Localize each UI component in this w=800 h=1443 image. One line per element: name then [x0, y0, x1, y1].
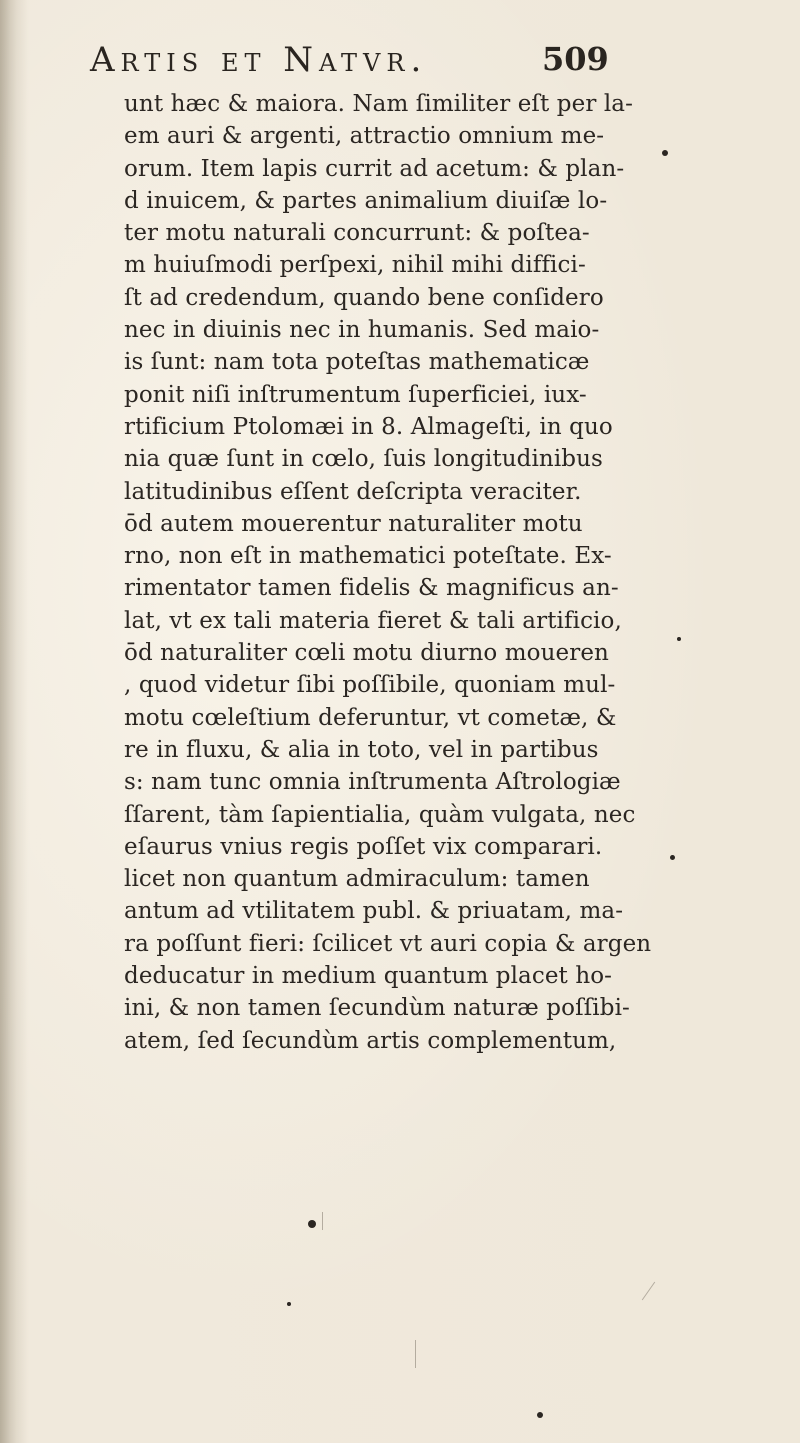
text-line: licet non quantum admiraculum: tamen	[124, 866, 590, 893]
page-number: 509	[542, 40, 609, 78]
text-line: motu cœleſtium deferuntur, vt cometæ, &	[124, 704, 617, 731]
ink-speck	[677, 637, 681, 641]
ink-speck	[670, 855, 675, 860]
text-line: m huiuſmodi perſpexi, nihil mihi diffici-	[124, 252, 586, 279]
text-line: lat, vt ex tali materia fieret & tali artificio,	[124, 607, 622, 634]
text-line: rimentator tamen fidelis & magnificus an-	[124, 575, 619, 602]
text-line: ōd autem mouerentur naturaliter motu	[124, 510, 583, 537]
text-line: rno, non eſt in mathematici poteſtate. Ex-	[124, 543, 612, 570]
text-line: eſaurus vnius regis poſſet vix comparari.	[124, 833, 603, 860]
text-line: re in fluxu, & alia in toto, vel in partibus	[124, 736, 599, 763]
page-header	[90, 40, 630, 90]
text-line: nec in diuinis nec in humanis. Sed maio-	[124, 317, 600, 344]
paper-scratch	[415, 1340, 416, 1368]
ink-speck	[662, 150, 668, 156]
text-line: ra poſſunt fieri: ſcilicet vt auri copia & argen	[124, 930, 652, 957]
text-line: deducatur in medium quantum placet ho-	[124, 963, 613, 990]
text-line: nia quæ ſunt in cœlo, ſuis longitudinibus	[124, 446, 603, 473]
ink-speck	[308, 1220, 316, 1228]
paper-scratch	[322, 1212, 323, 1230]
text-line: rtificium Ptolomæi in 8. Almageſti, in quo	[124, 413, 613, 440]
text-line: atem, ſed ſecundùm artis complementum,	[124, 1027, 617, 1054]
text-line: d inuicem, & partes animalium diuiſæ lo-	[124, 187, 608, 214]
ink-speck	[287, 1302, 291, 1306]
text-line: ponit niſi inſtrumentum ſuperficiei, iux-	[124, 381, 587, 408]
ink-speck	[537, 1412, 543, 1418]
binding-gutter	[0, 0, 28, 1443]
text-line: ſt ad credendum, quando bene conſidero	[124, 284, 604, 311]
paper-scratch	[642, 1282, 655, 1301]
text-line: is ſunt: nam tota poteſtas mathematicæ	[124, 349, 590, 376]
text-line: ter motu naturali concurrunt: & poſtea-	[124, 220, 590, 247]
text-line: unt hæc & maiora. Nam ſimiliter eſt per la-	[124, 91, 633, 117]
text-line: orum. Item lapis currit ad acetum: & plan-	[124, 155, 625, 182]
body-text	[124, 88, 652, 1057]
text-line: latitudinibus eſſent deſcripta veraciter.	[124, 478, 582, 505]
text-line: , quod videtur ſibi poſſibile, quoniam mul-	[124, 672, 616, 699]
text-line: em auri & argenti, attractio omnium me-	[124, 123, 605, 150]
text-line: s: nam tunc omnia inſtrumenta Aſtrologiæ	[124, 769, 621, 796]
text-line: antum ad vtilitatem publ. & priuatam, ma-	[124, 898, 624, 925]
running-title: Artis et Natvr.	[90, 40, 428, 80]
text-line: ini, & non tamen ſecundùm naturæ poſſibi-	[124, 995, 630, 1022]
text-line: ōd naturaliter cœli motu diurno moueren	[124, 640, 609, 667]
text-line: ſſarent, tàm ſapientialia, quàm vulgata, nec	[124, 801, 636, 828]
